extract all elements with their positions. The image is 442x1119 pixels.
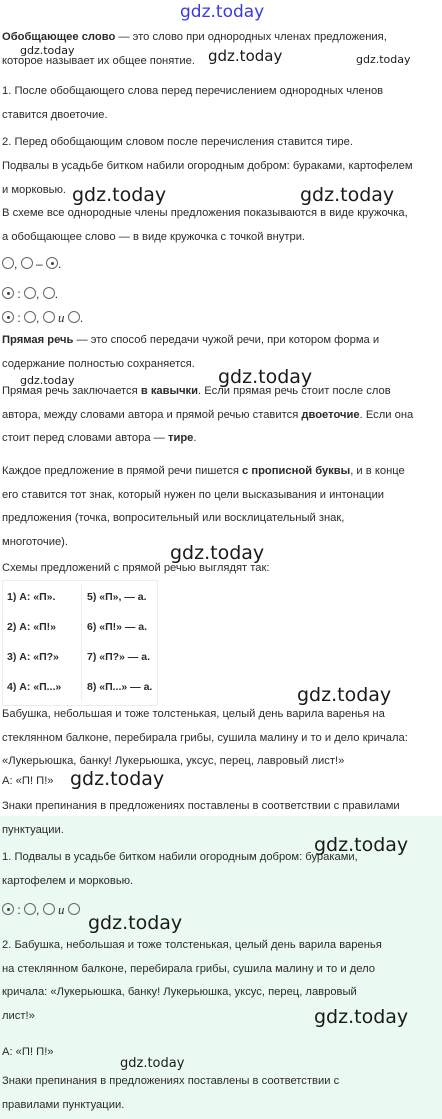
watermark: gdz.today xyxy=(72,184,167,206)
answer-scheme-2: А: «П! П!» xyxy=(2,1046,54,1058)
watermark: gdz.today xyxy=(300,184,395,206)
circle-icon xyxy=(43,311,55,323)
rule-2: 2. Перед обобщающим словом после перечисления ставится тире. xyxy=(2,136,353,148)
circle-icon xyxy=(43,287,55,299)
scheme-cell: 8) «П...» — а. xyxy=(87,681,153,693)
scheme-cell: 3) А: «П?» xyxy=(7,651,59,663)
circle-icon xyxy=(68,903,80,915)
scheme-dash: , – . xyxy=(2,253,61,277)
rule-1: 1. После обобщающего слова перед перечислением однородных членов ставится двоеточие. xyxy=(2,85,384,121)
watermark: gdz.today xyxy=(356,53,411,66)
answer-conclusion: Знаки препинания в предложениях поставлены в соответствии с правилами пунктуации. xyxy=(2,1075,340,1111)
schemes-table xyxy=(2,580,158,706)
answer-scheme-1: : , и xyxy=(2,898,80,923)
example-sentence: Подвалы в усадьбе битком набили огородным добром: бураками, картофелем и морковью. xyxy=(2,160,413,196)
watermark: gdz.today xyxy=(70,768,165,790)
circle-dot-icon xyxy=(46,257,58,269)
circle-dot-icon xyxy=(2,311,14,323)
watermark: gdz.today xyxy=(314,834,409,856)
definition-general-word: Обобщающее слово — это слово при однородных членах предложения, которое называет их общее понятие. xyxy=(2,31,387,67)
circle-icon xyxy=(68,311,80,323)
watermark-top: gdz.today xyxy=(180,2,265,22)
watermark: gdz.today xyxy=(208,47,283,65)
schemes-title: Схемы предложений с прямой речью выглядят так: xyxy=(2,562,270,574)
watermark: gdz.today xyxy=(120,1056,185,1071)
watermark: gdz.today xyxy=(218,366,313,388)
circle-dot-icon xyxy=(2,287,14,299)
watermark: gdz.today xyxy=(297,684,392,706)
scheme-cell: 4) А: «П...» xyxy=(7,681,62,693)
scheme-cell: 6) «П!» — а. xyxy=(87,621,148,633)
answer-sentence-2: 2. Бабушка, небольшая и тоже толстенькая, целый день варила варенья на стеклянном балконе, перебирала грибы, сушила малину и то и дело кричала: «Лукерьюшка, банку! Лукерьюшка, уксус, перец, лавровый лист!» xyxy=(2,939,382,1022)
task-conclusion: Знаки препинания в предложениях поставлены в соответствии с правилами пунктуации. xyxy=(2,800,400,836)
quotes-rule: Прямая речь заключается в кавычки. Если прямая речь стоит после слов автора, между словами автора и прямой речью ставится двоеточие. Если она стоит перед словами автора — тире. xyxy=(2,385,414,444)
definition-direct-speech: Прямая речь — это способ передачи чужой речи, при котором форма и содержание полностью сохраняется. xyxy=(2,334,380,370)
scheme-note: В схеме все однородные члены предложения показываются в виде кружочка, а обобщающее слово — в виде кружочка с точкой внутри. xyxy=(2,207,408,243)
task-sentence: Бабушка, небольшая и тоже толстенькая, целый день варила варенья на стеклянном балконе, перебирала грибы, сушила малину и то и дело кричала: «Лукерьюшка, банку! Лукерьюшка, уксус, перец, лавровый лист!» xyxy=(2,708,408,767)
watermark: gdz.today xyxy=(20,44,75,57)
circle-icon xyxy=(21,257,33,269)
table-divider xyxy=(81,585,82,701)
scheme-colon-conj: : , и . xyxy=(2,306,83,331)
task-scheme: А: «П! П!» xyxy=(2,775,54,787)
watermark: gdz.today xyxy=(88,912,183,934)
scheme-colon: : , . xyxy=(2,283,58,307)
circle-icon xyxy=(24,903,36,915)
answer-sentence-1: 1. Подвалы в усадьбе битком набили огородным добром: бураками, картофелем и морковью. xyxy=(2,851,358,887)
circle-icon xyxy=(2,257,14,269)
scheme-cell: 5) «П», — а. xyxy=(87,591,147,603)
circle-dot-icon xyxy=(2,903,14,915)
circle-icon xyxy=(43,903,55,915)
scheme-cell: 2) А: «П!» xyxy=(7,621,56,633)
circle-icon xyxy=(24,287,36,299)
scheme-cell: 7) «П?» — а. xyxy=(87,651,150,663)
watermark: gdz.today xyxy=(20,374,75,387)
watermark: gdz.today xyxy=(314,1006,409,1028)
scheme-cell: 1) А: «П». xyxy=(7,591,56,603)
capital-letter-rule: Каждое предложение в прямой речи пишется с прописной буквы, и в конце его ставится тот знак, который нужен по цели высказывания и интонации предложения (точка, вопросительный или восклицательный знак, многоточие). xyxy=(2,465,405,548)
circle-icon xyxy=(24,311,36,323)
watermark: gdz.today xyxy=(170,542,265,564)
